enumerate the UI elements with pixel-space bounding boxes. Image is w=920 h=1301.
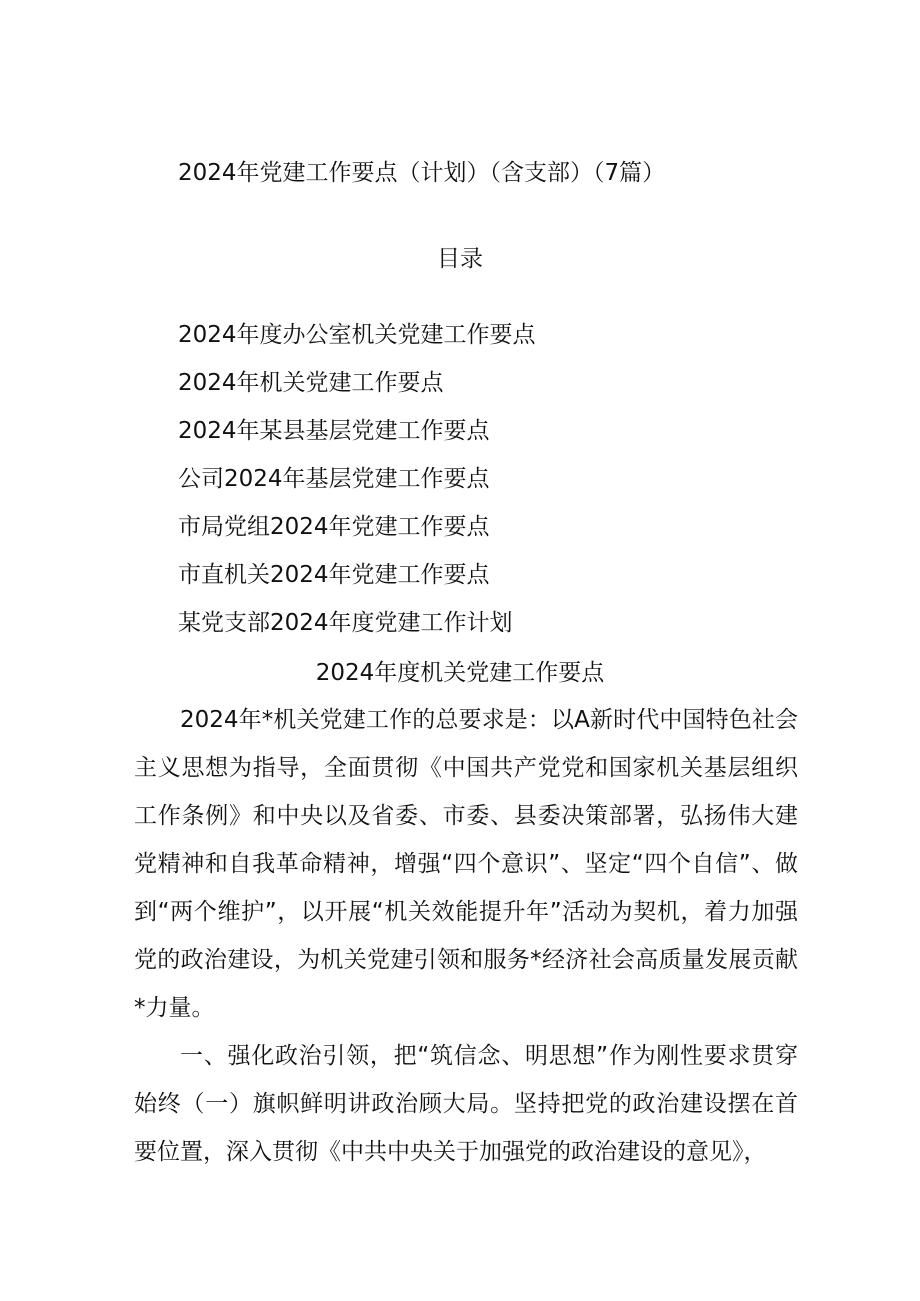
toc-heading: 目录 bbox=[437, 246, 483, 272]
body-paragraph: 2024年*机关党建工作的总要求是：以A新时代中国特色社会主义思想为指导，全面贯彻《中国共产党党和国家机关基层组织工作条例》和中央以及省委、市委、县委决策部署，弘扬伟大建党精神和自我革命精神，增强“四个意识”、坚定“四个自信”、做到“两个维护”，以开展“机关效能提升年”活动为契机，着力加强党的政治建设，为机关党建引领和服务*经济社会高质量发展贡献*力量。 bbox=[134, 707, 798, 1021]
toc-item[interactable]: 2024年某县基层党建工作要点 bbox=[178, 418, 490, 444]
table-of-contents bbox=[178, 320, 536, 656]
toc-item[interactable]: 市直机关2024年党建工作要点 bbox=[178, 562, 490, 588]
body-paragraph: 一、强化政治引领，把“筑信念、明思想”作为刚性要求贯穿始终（一）旗帜鲜明讲政治顾大局。坚持把党的政治建设摆在首要位置，深入贯彻《中共中央关于加强党的政治建设的意见》， bbox=[134, 1043, 798, 1165]
toc-item[interactable]: 公司2024年基层党建工作要点 bbox=[178, 466, 490, 492]
document-title: 2024年党建工作要点（计划）（含支部）（7篇） bbox=[178, 160, 666, 186]
section-title: 2024年度机关党建工作要点 bbox=[315, 660, 605, 686]
toc-item[interactable]: 某党支部2024年度党建工作计划 bbox=[178, 610, 513, 636]
toc-item[interactable]: 2024年度办公室机关党建工作要点 bbox=[178, 322, 536, 348]
toc-item[interactable]: 2024年机关党建工作要点 bbox=[178, 370, 444, 396]
toc-item[interactable]: 市局党组2024年党建工作要点 bbox=[178, 514, 490, 540]
